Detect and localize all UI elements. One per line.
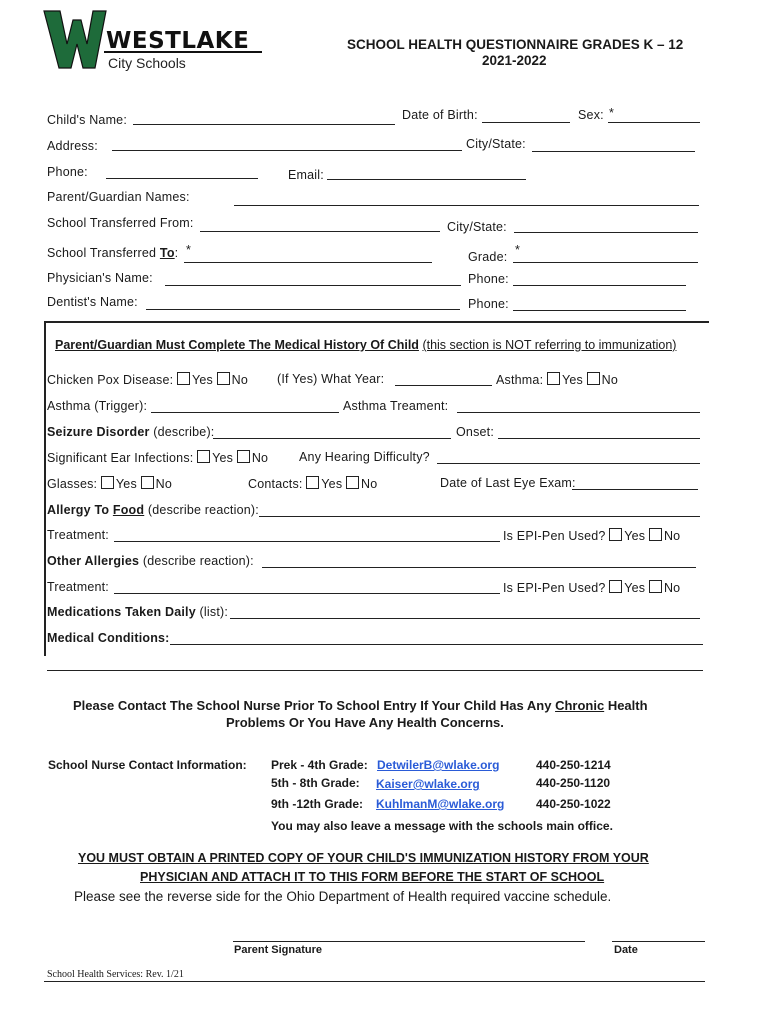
checkbox-icon[interactable] <box>346 476 359 489</box>
physician-field[interactable] <box>165 285 461 286</box>
contacts-no[interactable]: No <box>346 476 377 491</box>
required-asterisk: * <box>515 243 521 257</box>
dentist-field[interactable] <box>146 309 460 310</box>
contacts-yes[interactable]: Yes <box>306 476 342 491</box>
contacts-row: Contacts: Yes No <box>248 477 378 491</box>
chicken-pox-no[interactable]: No <box>217 372 248 387</box>
checkbox-icon[interactable] <box>177 372 190 385</box>
immunization-notice-line-2: PHYSICIAN AND ATTACH IT TO THIS FORM BEFORE THE START OF SCHOOL <box>140 870 605 884</box>
dentist-phone-label: Phone: <box>468 297 509 311</box>
food-epi-no[interactable]: No <box>649 528 680 543</box>
contact-row-grade: 9th -12th Grade: <box>271 797 364 811</box>
ear-yes[interactable]: Yes <box>197 450 233 465</box>
email-label: Email: <box>288 168 324 182</box>
dentist-label: Dentist's Name: <box>47 295 138 309</box>
westlake-w-logo-icon <box>43 10 107 70</box>
checkbox-icon[interactable] <box>141 476 154 489</box>
contact-email-link[interactable]: Kaiser@wlake.org <box>376 777 480 791</box>
other-epi-yes[interactable]: Yes <box>609 580 645 595</box>
phone-field[interactable] <box>106 178 258 179</box>
ear-no[interactable]: No <box>237 450 268 465</box>
email-field[interactable] <box>327 179 526 180</box>
parent-names-label: Parent/Guardian Names: <box>47 190 190 204</box>
signature-date-field[interactable] <box>612 941 705 942</box>
food-treatment-field[interactable] <box>114 541 500 542</box>
asthma-trigger-label: Asthma (Trigger): <box>47 399 148 413</box>
parent-signature-label: Parent Signature <box>234 944 323 956</box>
logo-divider <box>104 51 262 53</box>
school-from-label: School Transferred From: <box>47 216 194 230</box>
checkbox-icon[interactable] <box>237 450 250 463</box>
sex-label: Sex: <box>578 108 604 122</box>
parent-signature-field[interactable] <box>233 941 585 942</box>
checkbox-icon[interactable] <box>547 372 560 385</box>
revision-note: School Health Services: Rev. 1/21 <box>47 969 184 980</box>
immunization-notice-line-1: YOU MUST OBTAIN A PRINTED COPY OF YOUR CHILD'S IMMUNIZATION HISTORY FROM YOUR <box>78 851 649 865</box>
sex-field[interactable] <box>608 122 700 123</box>
contact-email-link[interactable]: KuhlmanM@wlake.org <box>376 797 505 811</box>
other-treatment-field[interactable] <box>114 593 500 594</box>
section-border-left <box>44 321 46 656</box>
physician-phone-field[interactable] <box>513 285 686 286</box>
required-asterisk: * <box>186 243 192 257</box>
onset-label: Onset: <box>456 425 495 439</box>
medications-label: Medications Taken Daily (list): <box>47 605 229 619</box>
address-field[interactable] <box>112 150 462 151</box>
reverse-side-note: Please see the reverse side for the Ohio Department of Health required vaccine schedule. <box>74 889 612 904</box>
grade-field[interactable] <box>513 262 698 263</box>
chicken-pox-row: Chicken Pox Disease: Yes No <box>47 373 249 387</box>
checkbox-icon[interactable] <box>609 580 622 593</box>
nurse-notice-line-1: Please Contact The School Nurse Prior To School Entry If Your Child Has Any Chronic Health <box>73 698 648 713</box>
address-label: Address: <box>47 139 98 153</box>
city-state-field[interactable] <box>532 151 695 152</box>
conditions-field[interactable] <box>170 644 703 645</box>
signature-date-label: Date <box>614 944 638 956</box>
ear-infections-row: Significant Ear Infections: Yes No <box>47 451 269 465</box>
office-message: You may also leave a message with the schools main office. <box>271 819 613 833</box>
chicken-pox-year-field[interactable] <box>395 385 492 386</box>
parent-names-field[interactable] <box>234 205 699 206</box>
glasses-row: Glasses: Yes No <box>47 477 172 491</box>
contact-email-link[interactable]: DetwilerB@wlake.org <box>377 758 500 772</box>
chicken-pox-yes[interactable]: Yes <box>177 372 213 387</box>
footer-rule <box>44 981 705 982</box>
contact-phone: 440-250-1214 <box>536 758 611 772</box>
form-year: 2021-2022 <box>482 53 547 68</box>
food-allergy-field[interactable] <box>259 516 700 517</box>
eye-exam-field[interactable] <box>572 489 698 490</box>
child-name-label: Child's Name: <box>47 113 128 127</box>
eye-exam-label: Date of Last Eye Exam: <box>440 476 576 490</box>
food-treatment-label: Treatment: <box>47 528 109 542</box>
child-name-field[interactable] <box>133 124 395 125</box>
contact-row-grade: Prek - 4th Grade: <box>271 758 368 772</box>
conditions-label: Medical Conditions: <box>47 631 170 645</box>
glasses-yes[interactable]: Yes <box>101 476 137 491</box>
physician-label: Physician's Name: <box>47 271 153 285</box>
seizure-label: Seizure Disorder (describe): <box>47 425 215 439</box>
other-epi-row: Is EPI-Pen Used? Yes No <box>503 581 681 595</box>
seizure-field[interactable] <box>213 438 451 439</box>
grade-label: Grade: <box>468 250 508 264</box>
school-from-city-label: City/State: <box>447 220 507 234</box>
hearing-label: Any Hearing Difficulty? <box>299 450 430 464</box>
checkbox-icon[interactable] <box>101 476 114 489</box>
asthma-trigger-field[interactable] <box>151 412 339 413</box>
dob-label: Date of Birth: <box>402 108 478 122</box>
conditions-field-line-2[interactable] <box>47 670 703 671</box>
nurse-notice-line-2: Problems Or You Have Any Health Concerns. <box>226 715 504 730</box>
asthma-treatment-label: Asthma Treament: <box>343 399 449 413</box>
contact-phone: 440-250-1120 <box>536 776 611 790</box>
school-from-city-field[interactable] <box>514 232 698 233</box>
other-treatment-label: Treatment: <box>47 580 109 594</box>
other-allergies-label: Other Allergies (describe reaction): <box>47 554 254 568</box>
form-title: SCHOOL HEALTH QUESTIONNAIRE GRADES K – 12 <box>347 37 684 52</box>
logo-text: WESTLAKE <box>106 28 250 54</box>
physician-phone-label: Phone: <box>468 272 509 286</box>
contact-row-grade: 5th - 8th Grade: <box>271 776 360 790</box>
checkbox-icon[interactable] <box>306 476 319 489</box>
school-to-label: School Transferred To: <box>47 246 179 260</box>
checkbox-icon[interactable] <box>649 580 662 593</box>
medications-field[interactable] <box>230 618 700 619</box>
checkbox-icon[interactable] <box>217 372 230 385</box>
glasses-no[interactable]: No <box>141 476 172 491</box>
checkbox-icon[interactable] <box>609 528 622 541</box>
school-to-field[interactable] <box>184 262 432 263</box>
food-epi-yes[interactable]: Yes <box>609 528 645 543</box>
city-state-label: City/State: <box>466 137 526 151</box>
logo-subtitle: City Schools <box>108 55 186 71</box>
other-allergies-field[interactable] <box>262 567 696 568</box>
medical-history-heading: Parent/Guardian Must Complete The Medical History Of Child (this section is NOT referring to immunization) <box>55 338 677 352</box>
asthma-row: Asthma: Yes No <box>496 373 619 387</box>
checkbox-icon[interactable] <box>649 528 662 541</box>
dentist-phone-field[interactable] <box>513 310 686 311</box>
asthma-yes[interactable]: Yes <box>547 372 583 387</box>
checkbox-icon[interactable] <box>197 450 210 463</box>
section-divider <box>44 321 709 323</box>
nurse-contact-label: School Nurse Contact Information: <box>48 758 247 772</box>
required-asterisk: * <box>609 106 615 120</box>
food-allergy-label: Allergy To Food (describe reaction): <box>47 503 259 517</box>
asthma-no[interactable]: No <box>587 372 618 387</box>
checkbox-icon[interactable] <box>587 372 600 385</box>
school-from-field[interactable] <box>200 231 440 232</box>
asthma-treatment-field[interactable] <box>457 412 700 413</box>
phone-label: Phone: <box>47 165 88 179</box>
if-yes-label: (If Yes) What Year: <box>277 372 385 386</box>
food-epi-row: Is EPI-Pen Used? Yes No <box>503 529 681 543</box>
onset-field[interactable] <box>498 438 700 439</box>
dob-field[interactable] <box>482 122 570 123</box>
hearing-field[interactable] <box>437 463 700 464</box>
contact-phone: 440-250-1022 <box>536 797 611 811</box>
other-epi-no[interactable]: No <box>649 580 680 595</box>
